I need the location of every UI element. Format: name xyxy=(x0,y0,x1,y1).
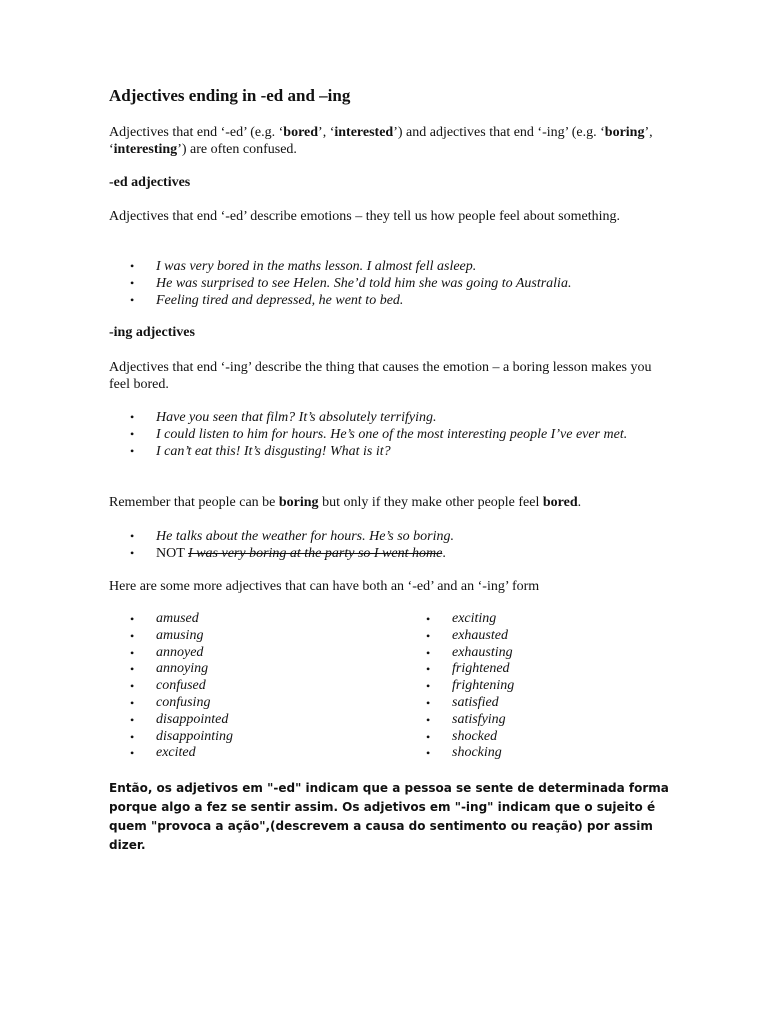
adjective-word: shocking xyxy=(452,745,502,761)
list-item xyxy=(130,528,650,545)
adjective-word: satisfied xyxy=(452,694,499,710)
adjectives-column-left xyxy=(130,611,233,762)
bullet-icon: • xyxy=(426,712,431,727)
bullet-icon: • xyxy=(130,628,135,643)
bullet-icon: • xyxy=(130,645,135,660)
list-item xyxy=(130,258,650,275)
adjective-word: annoyed xyxy=(156,644,204,660)
adjective-word: amusing xyxy=(156,627,204,643)
adjective-word: exhausted xyxy=(452,627,508,643)
ed-description: Adjectives that end ‘-ed’ describe emotions – they tell us how people feel about something. xyxy=(109,209,620,224)
list-item xyxy=(130,729,233,746)
list-item xyxy=(426,712,514,729)
list-item xyxy=(426,628,514,645)
remember-text: but only if they make other people feel xyxy=(318,495,543,510)
intro-bold-term: boring xyxy=(604,125,645,140)
bullet-icon: • xyxy=(130,276,135,290)
list-item xyxy=(130,611,233,628)
list-item xyxy=(426,745,514,762)
bullet-icon: • xyxy=(130,529,135,543)
adjective-word: exciting xyxy=(452,611,497,626)
intro-bold-term: bored xyxy=(283,125,319,140)
bullet-icon: • xyxy=(130,410,135,424)
adjective-word: excited xyxy=(156,745,196,761)
adjective-word: confused xyxy=(156,678,206,694)
intro-bold-term: interesting xyxy=(113,142,178,157)
more-adjectives-intro: Here are some more adjectives that can have both an ‘-ed’ and an ‘-ing’ form xyxy=(109,579,540,594)
remember-bold-term: boring xyxy=(278,495,319,510)
list-item xyxy=(426,695,514,712)
bullet-icon: • xyxy=(130,259,135,273)
adjective-word: satisfying xyxy=(452,711,506,727)
bullet-icon: • xyxy=(130,662,135,677)
bullet-icon: • xyxy=(130,612,135,626)
example-text: I was very bored in the maths lesson. I almost fell asleep. xyxy=(156,259,477,274)
bullet-icon: • xyxy=(130,427,135,441)
list-item xyxy=(130,443,650,460)
intro-text: ’, ‘ xyxy=(318,125,335,140)
bullet-icon: • xyxy=(130,695,135,710)
bullet-icon: • xyxy=(130,729,135,744)
bullet-icon: • xyxy=(130,679,135,694)
incorrect-example: I was very boring at the party so I went home xyxy=(188,546,443,561)
example-text: He talks about the weather for hours. He’s so boring. xyxy=(156,529,455,544)
remember-bold-term: bored xyxy=(542,495,578,510)
list-item xyxy=(130,645,233,662)
example-text: Have you seen that film? It’s absolutely terrifying. xyxy=(156,410,437,425)
example-text: I could listen to him for hours. He’s one of the most interesting people I’ve ever met. xyxy=(156,427,628,442)
adjective-word: amused xyxy=(156,611,199,626)
intro-text: ’, ‘ xyxy=(109,125,653,157)
list-item xyxy=(130,678,233,695)
intro-paragraph xyxy=(109,124,657,158)
intro-text: Adjectives that end ‘-ed’ (e.g. ‘ xyxy=(109,125,284,140)
bullet-icon: • xyxy=(426,695,431,710)
adjective-word: frightened xyxy=(452,661,510,677)
list-item xyxy=(130,426,650,443)
bullet-icon: • xyxy=(130,546,135,560)
bullet-icon: • xyxy=(426,645,431,660)
bullet-icon: • xyxy=(426,662,431,677)
ing-section-heading: -ing adjectives xyxy=(109,325,195,340)
bullet-icon: • xyxy=(426,612,431,626)
bullet-icon: • xyxy=(426,746,431,761)
adjective-word: disappointing xyxy=(156,728,234,744)
bullet-icon: • xyxy=(130,293,135,307)
intro-bold-term: interested xyxy=(334,125,394,140)
remember-examples-list xyxy=(130,528,650,562)
ing-description: Adjectives that end ‘-ing’ describe the thing that causes the emotion – a boring lesson makes you feel bored. xyxy=(109,360,652,392)
list-item xyxy=(130,661,233,678)
adjective-word: annoying xyxy=(156,661,209,677)
sentence-end: . xyxy=(442,546,446,561)
bullet-icon: • xyxy=(426,628,431,643)
intro-text: ’) and adjectives that end ‘-ing’ (e.g. ‘ xyxy=(393,125,605,140)
ed-examples-list xyxy=(130,258,650,309)
list-item xyxy=(130,712,233,729)
adjective-word: shocked xyxy=(452,728,498,744)
not-label: NOT xyxy=(156,546,189,561)
remember-paragraph xyxy=(109,494,657,511)
adjective-word: exhausting xyxy=(452,644,513,660)
remember-text: . xyxy=(577,495,582,510)
portuguese-note: Então, os adjetivos em "-ed" indicam que a pessoa se sente de determinada forma porque algo a fez se sentir assim. Os adjetivos em "-ing" indicam que o sujeito é quem "provoca a ação",(descrevem a causa do sentimento ou reação) por assim dizer. xyxy=(109,781,669,852)
list-item xyxy=(130,745,233,762)
adjective-word: disappointed xyxy=(156,711,229,727)
list-item xyxy=(130,275,650,292)
intro-text: ’) are often confused. xyxy=(177,142,297,157)
adjective-word: frightening xyxy=(452,678,515,694)
list-item xyxy=(130,628,233,645)
bullet-icon: • xyxy=(130,712,135,727)
adjective-word: confusing xyxy=(156,694,211,710)
list-item xyxy=(130,545,650,562)
example-text: Feeling tired and depressed, he went to bed. xyxy=(156,293,404,308)
list-item xyxy=(426,611,514,628)
list-item xyxy=(426,678,514,695)
bullet-icon: • xyxy=(426,679,431,694)
example-text: He was surprised to see Helen. She’d told him she was going to Australia. xyxy=(156,276,572,291)
remember-text: Remember that people can be xyxy=(109,495,279,510)
example-text: I can’t eat this! It’s disgusting! What is it? xyxy=(156,444,391,459)
adjectives-column-right xyxy=(426,611,514,762)
list-item xyxy=(130,409,650,426)
list-item xyxy=(130,292,650,309)
ing-examples-list xyxy=(130,409,650,460)
list-item xyxy=(130,695,233,712)
list-item xyxy=(426,661,514,678)
list-item xyxy=(426,645,514,662)
list-item xyxy=(426,729,514,746)
ed-section-heading: -ed adjectives xyxy=(109,175,191,190)
bullet-icon: • xyxy=(130,444,135,458)
bullet-icon: • xyxy=(130,746,135,761)
bullet-icon: • xyxy=(426,729,431,744)
page-title: Adjectives ending in -ed and –ing xyxy=(109,86,351,105)
